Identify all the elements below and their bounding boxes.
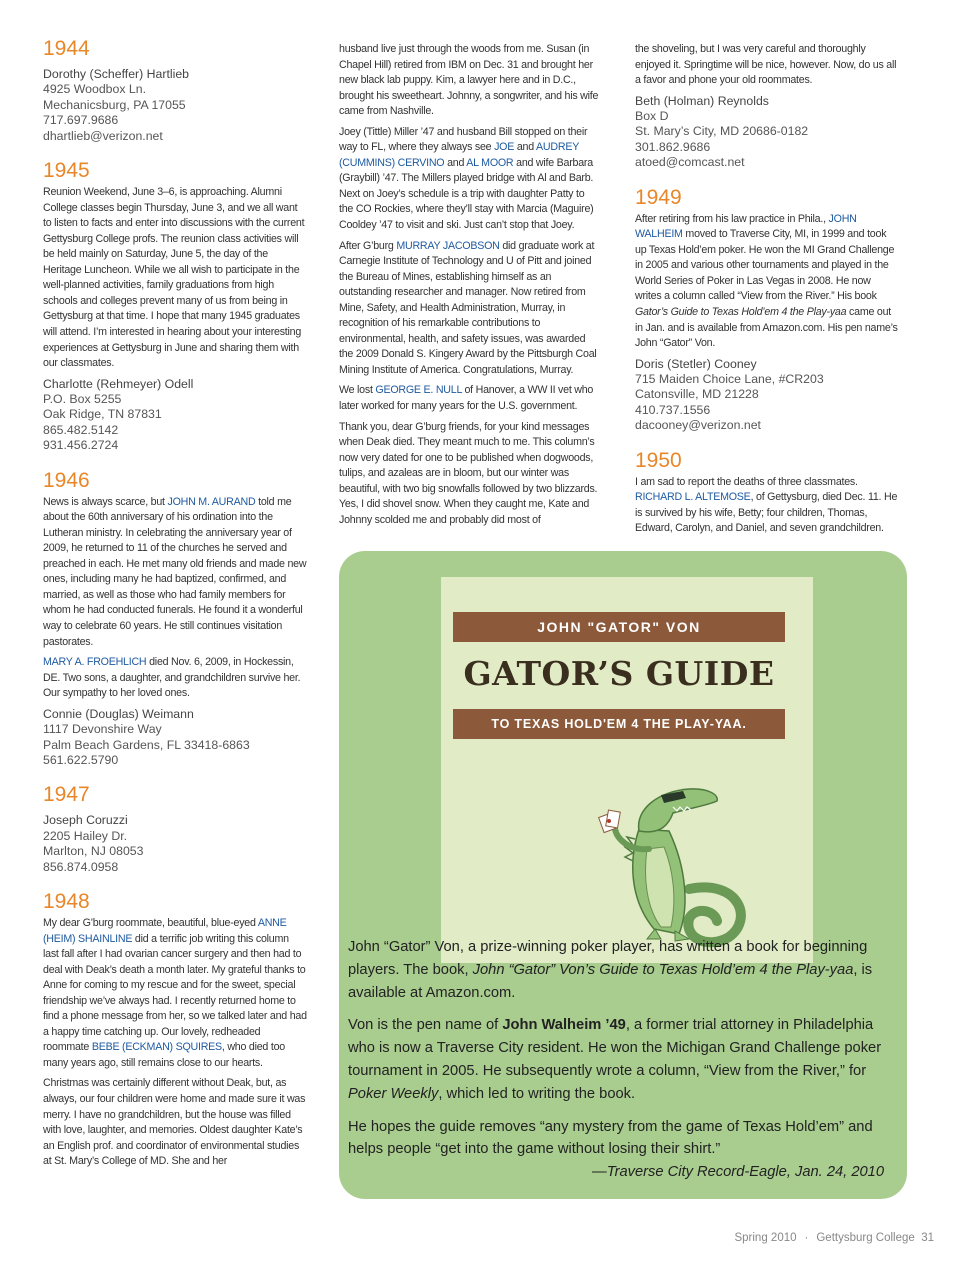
reporter-phone: 856.874.0958: [43, 859, 119, 874]
note-1948-null: [339, 383, 599, 414]
reporter-phone: 865.482.5142: [43, 422, 119, 437]
reporter-city: Palm Beach Gardens, FL 33418-6863: [43, 737, 250, 752]
reporter-email[interactable]: atoed@comcast.net: [635, 155, 745, 170]
column-right: [635, 42, 907, 542]
reporter-name: Doris (Stetler) Cooney: [635, 356, 757, 371]
text: Von is the pen name of: [348, 1017, 503, 1034]
note-1945: Reunion Weekend, June 3–6, is approaching. Alumni College classes begin Thursday, June 3, and we all want to listen to facts and enter into discussions with the current Gettysburg College profs. The reunion class activities will be held mainly on Saturday, June 5, the day of the Heritage Luncheon. While we all wish to participate in the well-planned activities, family graduations from high schools and colleges prevent many of us from being in Gettysburg at that time. I hope that many 1945 graduates will attend. I’m interested in hearing about your interesting experiences at Gettysburg in June and sharing them with our classmates.: [43, 186, 305, 370]
class-reporter-1944: [43, 67, 315, 144]
book-cover: [441, 577, 813, 963]
text: Joey (Tittle) Miller ’47 and husband Bill stopped on their way to FL, where they always see: [339, 125, 588, 154]
cover-subtitle-band: TO TEXAS HOLD'EM 4 THE PLAY-YAA.: [453, 709, 785, 739]
text: did a terrific job writing this column last fall after I had ovarian cancer surgery and then had to deal with Deak’s death a month later. My grateful thanks to Anne for coming to my rescue and for the sweet, special friendship we’ve always had. I recently returned home to find a phone message from her, so we talked later and had a happy time catching up. Our lovely, redheaded roommate: [43, 932, 307, 1054]
alumni-name: JOHN M. AURAND: [167, 495, 256, 508]
class-reporter-1948: [635, 94, 907, 171]
caption-paragraph-1: [348, 936, 888, 1004]
reporter-city: St. Mary’s City, MD 20686-0182: [635, 124, 809, 139]
reporter-phone: 301.862.9686: [635, 139, 711, 154]
note-1948-christmas: Christmas was certainly different without Deak, but, as always, our four children were home and made sure it was merry. I have no grandchildren, but the house was filled with love, laughter, and memories. Oldest daughter Kate’s an English prof. and coordinator of environmental studies at St. Mary’s College of MD. She and her: [43, 1077, 306, 1168]
note-1950-altemose: [635, 475, 899, 537]
footer-issue: Spring 2010: [734, 1232, 797, 1244]
reporter-name: Beth (Holman) Reynolds: [635, 93, 769, 108]
reporter-city: Oak Ridge, TN 87831: [43, 407, 162, 422]
reporter-phone: 561.622.5790: [43, 752, 119, 767]
year-heading-1947: 1947: [43, 783, 90, 807]
reporter-street: Box D: [635, 109, 669, 124]
reporter-name: Connie (Douglas) Weimann: [43, 706, 194, 721]
alumni-name: BEBE (ECKMAN) SQUIRES: [91, 1041, 222, 1054]
footer-college: Gettysburg College: [816, 1232, 915, 1244]
reporter-street: 1117 Devonshire Way: [43, 722, 162, 737]
text: We lost: [339, 384, 376, 397]
class-reporter-1947: [43, 813, 315, 875]
reporter-name: Joseph Coruzzi: [43, 813, 128, 828]
reporter-street: 2205 Hailey Dr.: [43, 828, 128, 843]
year-heading-1945: 1945: [43, 159, 90, 183]
book-title: John “Gator” Von’s Guide to Texas Hold’em 4 the Play-yaa: [472, 961, 854, 978]
text: of Hanover, a WW II vet who later worked for many years for the U.S. government.: [339, 384, 594, 413]
reporter-street: P.O. Box 5255: [43, 392, 122, 406]
reporter-city: Catonsville, MD 21228: [635, 387, 759, 402]
page-number: 31: [921, 1232, 934, 1244]
reporter-phone-2: 931.456.2724: [43, 438, 119, 453]
class-reporter-1946: [43, 707, 315, 769]
footer-separator: ·: [804, 1232, 809, 1244]
reporter-street: 715 Maiden Choice Lane, #CR203: [635, 372, 824, 386]
column-left: [43, 36, 315, 1175]
book-caption: [348, 936, 888, 1194]
cover-author-band: JOHN "GATOR" VON: [453, 612, 785, 642]
book-title: Gator’s Guide to Texas Hold’em 4 the Play-yaa: [635, 305, 847, 318]
alumni-name: JOHN WALHEIM: [635, 212, 857, 241]
year-heading-1949: 1949: [635, 185, 682, 209]
reporter-phone: 410.737.1556: [635, 402, 711, 417]
text: died Nov. 6, 2009, in Hockessin, DE. Two sons, a daughter, and grandchildren survive her. Our sympathy to her loved ones.: [43, 656, 301, 700]
note-1946-aurand: [43, 495, 307, 650]
text: John “Gator” Von, a prize-winning poker player, has written a book for beginning players. The book,: [348, 939, 868, 978]
text: , of Gettysburg, died Dec. 11. He is survived by his wife, Betty; four children, Thomas, Edward, Carolyn, and Daniel, and seven grandchildren.: [635, 491, 898, 535]
note-1948-shoveling: the shoveling, but I was very careful and thoroughly enjoyed it. Springtime will be nice, however. Now, do us all a favor and phone your old roommates.: [635, 43, 897, 87]
text: News is always scarce, but: [43, 495, 168, 508]
book-feature-card: [339, 551, 907, 1199]
class-reporter-1945: [43, 377, 315, 454]
column-middle: [339, 42, 607, 533]
alumni-name: MARY A. FROEHLICH: [43, 656, 147, 669]
alligator-illustration-icon: [569, 769, 759, 949]
text: , which led to writing the book.: [438, 1085, 636, 1102]
alumni-name: JOE: [494, 141, 515, 154]
reporter-city: Mechanicsburg, PA 17055: [43, 97, 186, 112]
alumni-name: AL MOOR: [466, 156, 514, 169]
caption-source: —Traverse City Record-Eagle, Jan. 24, 2010: [592, 1164, 884, 1181]
text: , who died too many years ago, still remains close to our hearts.: [43, 1041, 285, 1069]
text: , is available at Amazon.com.: [348, 961, 873, 1001]
text: I am sad to report the deaths of three classmates.: [635, 475, 858, 488]
reporter-name: Charlotte (Rehmeyer) Odell: [43, 376, 194, 391]
note-1948-thanks: Thank you, dear G’burg friends, for your kind messages when Deak died. They meant much to me. This column’s now very dated for one to be published when dogwoods, tulips, and azaleas are in bloom, but our winter was beautiful, with two big snowfalls followed by two blizzards. Yes, I did shovel snow. When they caught me, Kate and Johnny scolded me and probably did most of: [339, 420, 598, 526]
alumni-name: John Walheim ’49: [502, 1017, 626, 1034]
reporter-street: 4925 Woodbox Ln.: [43, 82, 147, 97]
reporter-email[interactable]: dhartlieb@verizon.net: [43, 128, 163, 143]
reporter-name: Dorothy (Scheffer) Hartlieb: [43, 67, 190, 81]
text: and: [514, 141, 537, 154]
alumni-name: AUDREY (CUMMINS) CERVINO: [339, 141, 579, 169]
text: My dear G’burg roommate, beautiful, blue-eyed: [43, 916, 258, 929]
note-1948-family: husband live just through the woods from me. Susan (in Chapel Hill) retired from IBM on Dec. 31 and brought her new black lab puppy. Kim, a lawyer here and in D.C., brought his sweetheart. Johnny, a songwriter, and his wife came from Nashville.: [339, 43, 599, 118]
text: After retiring from his law practice in Phila.,: [635, 212, 829, 225]
alumni-name: RICHARD L. ALTEMOSE: [635, 491, 751, 504]
text: After G’burg: [339, 239, 397, 252]
note-1949-walheim: [635, 212, 899, 352]
caption-paragraph-2: [348, 1014, 888, 1105]
class-reporter-1949: [635, 357, 907, 434]
alumni-name: GEORGE E. NULL: [375, 384, 462, 397]
year-heading-1944: 1944: [43, 37, 90, 60]
text: , a former trial attorney in Philadelphia who is now a Traverse City resident. He won the Michigan Grand Challenge poker tournament in 2005. He subsequently wrote a column, “View from the River,” for: [348, 1017, 882, 1079]
text: came out in Jan. and is available from Amazon.com. His pen name’s John “Gator” Von.: [635, 305, 898, 350]
reporter-city: Marlton, NJ 08053: [43, 844, 144, 859]
alumni-name: ANNE (HEIM) SHAINLINE: [43, 916, 287, 945]
caption-paragraph-3: He hopes the guide removes “any mystery from the game of Texas Hold’em” and helps people “get into the game without losing their shirt.”: [348, 1118, 873, 1158]
reporter-email[interactable]: dacooney@verizon.net: [635, 418, 761, 433]
year-heading-1950: 1950: [635, 448, 682, 472]
year-heading-1948: 1948: [43, 889, 90, 913]
year-heading-1946: 1946: [43, 468, 90, 492]
note-1948-roommates: [43, 916, 307, 1071]
alumni-name: MURRAY JACOBSON: [396, 239, 500, 252]
cover-title: GATOR’S GUIDE: [463, 654, 775, 693]
reporter-phone: 717.697.9686: [43, 113, 119, 128]
note-1948-jacobson: [339, 239, 599, 379]
text: did graduate work at Carnegie Institute of Technology and U of Pitt and joined the Bureau of Mines, establishing himself as an outstanding researcher and manager. Now retired from Mine, Safety, and Health Administration, Murray, in recognition of his remarkable contributions to environmental, health, and safety issues, was awarded the 2009 Donald S. Kingery Award by the Pittsburgh Coal Mining Institute of America. Congratulations, Murray.: [339, 239, 597, 376]
note-1948-miller: [339, 125, 599, 234]
text: and: [444, 156, 467, 169]
publication-title: Poker Weekly: [348, 1085, 439, 1102]
text: told me about the 60th anniversary of his ordination into the Lutheran ministry. In celebrating the anniversary year of 2009, he returned to 11 of the churches he served and preached in each. He met many old friends and made new ones, including many he had baptized, confirmed, and married, as well as those who had family members for whom he had conducted funerals. He found it a wonderful way to celebrate 60 years. He still continues visitation pastorates.: [43, 495, 307, 648]
note-1946-froehlich: [43, 655, 307, 702]
text: moved to Traverse City, MI, in 1999 and took up Texas Hold’em poker. He won the MI Grand Challenge in 2005 and various other tournaments and played in the World Series of Poker in Las Vegas in 2008. He now writes a column called “View from the River.” His book: [635, 228, 895, 303]
text: and wife Barbara (Graybill) ’47. The Millers played bridge with Al and Barb. Next on Joey’s schedule is a trip with daughter Patty to the CO Rockies, where they’ll stay with Marcia (Maguire) Cooldey ’47 to visit and ski. Just can’t stop that Joey.: [339, 156, 594, 232]
page-footer: [700, 1232, 934, 1244]
